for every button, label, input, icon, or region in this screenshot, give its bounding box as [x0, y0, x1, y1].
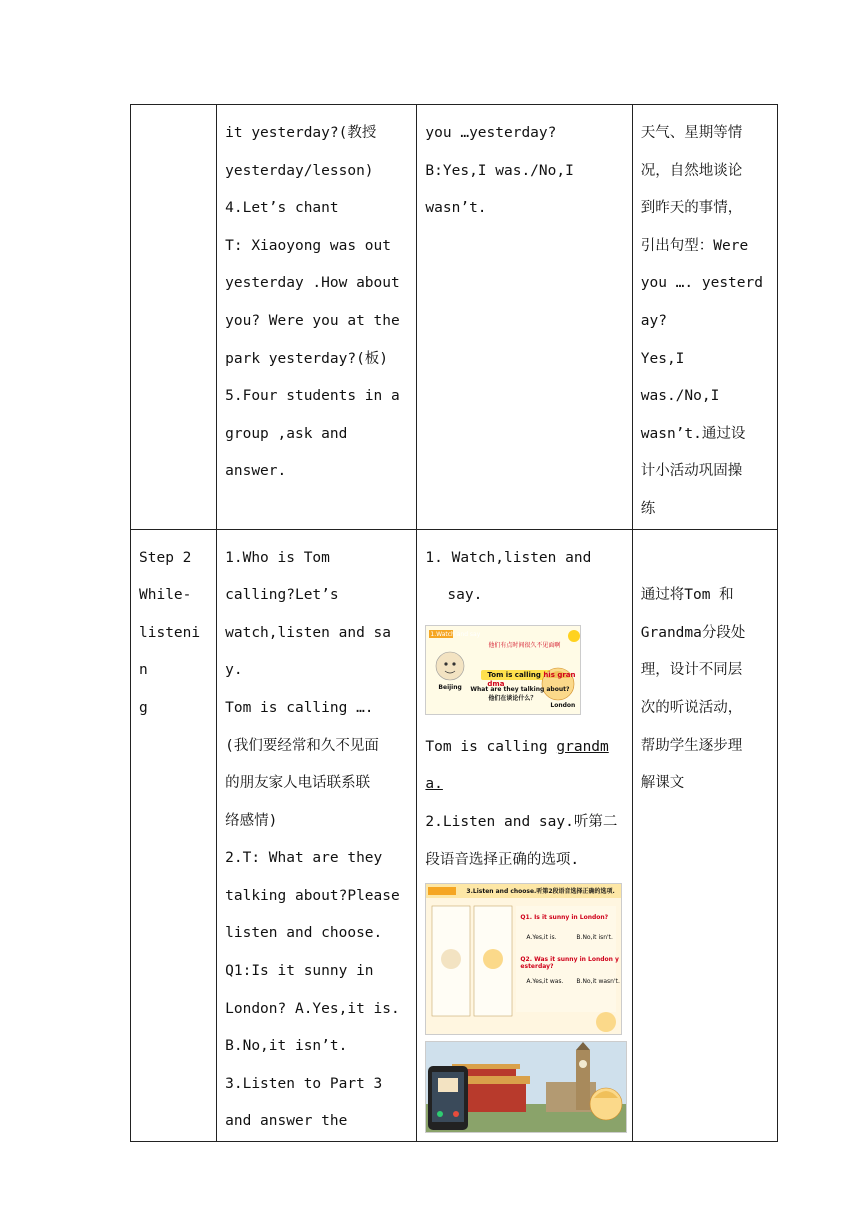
row1-teacher-activity-cell: it yesterday?(教授 yesterday/lesson) 4.Let’s chant T: Xiaoyong was out yesterday .How about you? Were you at the park yesterday?(板) 5.Four students in a group ,ask and answer.	[217, 105, 417, 530]
answer-underlined: grandma.	[425, 738, 609, 793]
phone-call-scene-image	[425, 1041, 627, 1133]
row1-design-intent-cell: 天气、星期等情 况，自然地谈论 到昨天的事情， 引出句型：Were you …. yesterd ay? Yes,I was./No,I wasn’t.通过设 计小活动巩固操 练	[632, 105, 777, 530]
watch-and-say-slide-image: 1.Watch and say 他们有点时间很久不见面啊 Tom is calling his grandma What are they talking about? 他们在谈论什么？ Beijing London	[425, 625, 581, 715]
listen-and-choose-slide-image: 3.Listen and choose.听第2段语音选择正确的选项. Q1. Is it sunny in London? A.Yes,it is. B.No,it isn't. Q2. Was it sunny in London yesterday? A.Yes,it was. B.No,it wasn't.	[425, 883, 622, 1035]
row1-step-cell	[131, 105, 217, 530]
lesson-plan-table	[130, 104, 778, 1142]
table-row	[131, 105, 778, 530]
row2-student-activity-cell: 1. Watch,listen and say. 1.Watch and say 他们有点时间很久不见面啊 Tom is calling his grandma What are they talking about? 他们在谈论什么？ Beijing London Tom is calling grandma. 2.Listen and say.听第二 段语音选择正确的选项. 3.Listen and choose.听第2段语音选择正确的选项. Q1. Is it sunny in London? A.Yes,it is. B.No,it isn't. Q2. Was it sunny in London yesterday? A.Yes,it was. B.No,it wasn't.	[417, 529, 632, 1142]
row2-step-cell: Step 2 While- listenin g	[131, 529, 217, 1142]
phone-beijing-london-illustration	[426, 1042, 626, 1132]
table-row	[131, 529, 778, 1142]
row2-design-intent-cell: 通过将Tom 和 Grandma分段处 理，设计不同层 次的听说活动， 帮助学生逐步理 解课文	[632, 529, 777, 1142]
row1-student-activity-cell: you …yesterday? B:Yes,I was./No,I wasn’t.	[417, 105, 632, 530]
row2-teacher-activity-cell: 1.Who is Tom calling?Let’s watch,listen and say. Tom is calling …. (我们要经常和久不见面 的朋友家人电话联系联 络感情) 2.T: What are they talking about?Please listen and choose. Q1:Is it sunny in London? A.Yes,it is. B.No,it isn’t. 3.Listen to Part 3 and answer the	[217, 529, 417, 1142]
